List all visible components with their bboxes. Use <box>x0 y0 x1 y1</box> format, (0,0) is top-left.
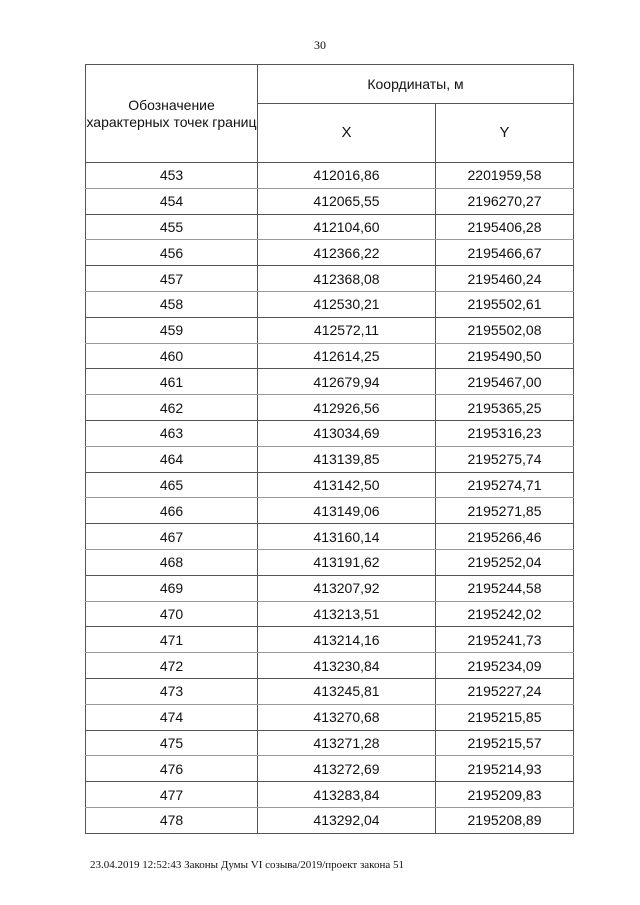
table-row <box>86 575 574 601</box>
y-coordinate-cell: 2195227,24 <box>436 678 574 704</box>
table-row <box>86 524 574 550</box>
x-coordinate-cell: 413160,14 <box>258 524 436 550</box>
point-cell: 463 <box>86 420 258 446</box>
table-row <box>86 730 574 756</box>
point-cell: 467 <box>86 524 258 550</box>
y-coordinate-cell: 2195406,28 <box>436 214 574 240</box>
point-cell: 459 <box>86 317 258 343</box>
x-coordinate-cell: 413272,69 <box>258 756 436 782</box>
x-coordinate-cell: 412572,11 <box>258 317 436 343</box>
x-coordinate-cell: 412530,21 <box>258 291 436 317</box>
x-coordinate-cell: 412366,22 <box>258 240 436 266</box>
table-row <box>86 240 574 266</box>
y-coordinate-cell: 2195209,83 <box>436 782 574 808</box>
table-row <box>86 163 574 189</box>
x-coordinate-cell: 412065,55 <box>258 188 436 214</box>
y-column-header: Y <box>436 103 574 162</box>
y-coordinate-cell: 2195274,71 <box>436 472 574 498</box>
x-coordinate-cell: 413283,84 <box>258 782 436 808</box>
point-cell: 477 <box>86 782 258 808</box>
point-cell: 476 <box>86 756 258 782</box>
table-row <box>86 395 574 421</box>
table-row <box>86 472 574 498</box>
table-body <box>86 163 574 834</box>
y-coordinate-cell: 2195502,61 <box>436 291 574 317</box>
x-coordinate-cell: 412016,86 <box>258 163 436 189</box>
y-coordinate-cell: 2195214,93 <box>436 756 574 782</box>
x-coordinate-cell: 412926,56 <box>258 395 436 421</box>
y-coordinate-cell: 2195244,58 <box>436 575 574 601</box>
table-row <box>86 627 574 653</box>
x-column-header: X <box>258 103 436 162</box>
point-cell: 470 <box>86 601 258 627</box>
table-row <box>86 807 574 833</box>
x-coordinate-cell: 413207,92 <box>258 575 436 601</box>
document-footer: 23.04.2019 12:52:43 Законы Думы VI созыва/2019/проект закона 51 <box>90 859 404 871</box>
table-row <box>86 498 574 524</box>
y-coordinate-cell: 2196270,27 <box>436 188 574 214</box>
table-row <box>86 343 574 369</box>
point-cell: 475 <box>86 730 258 756</box>
point-cell: 465 <box>86 472 258 498</box>
table-row <box>86 549 574 575</box>
table-row <box>86 317 574 343</box>
x-coordinate-cell: 413149,06 <box>258 498 436 524</box>
table-row <box>86 756 574 782</box>
table-row <box>86 446 574 472</box>
point-cell: 454 <box>86 188 258 214</box>
x-coordinate-cell: 413292,04 <box>258 807 436 833</box>
x-coordinate-cell: 412679,94 <box>258 369 436 395</box>
x-coordinate-cell: 413034,69 <box>258 420 436 446</box>
y-coordinate-cell: 2195365,25 <box>436 395 574 421</box>
point-cell: 472 <box>86 653 258 679</box>
point-cell: 466 <box>86 498 258 524</box>
y-coordinate-cell: 2195242,02 <box>436 601 574 627</box>
point-cell: 478 <box>86 807 258 833</box>
x-coordinate-cell: 413213,51 <box>258 601 436 627</box>
table-row <box>86 214 574 240</box>
point-cell: 474 <box>86 704 258 730</box>
x-coordinate-cell: 413139,85 <box>258 446 436 472</box>
table-row <box>86 369 574 395</box>
x-coordinate-cell: 413191,62 <box>258 549 436 575</box>
table-row <box>86 291 574 317</box>
y-coordinate-cell: 2195502,08 <box>436 317 574 343</box>
coordinates-header: Координаты, м <box>258 65 574 104</box>
y-coordinate-cell: 2195467,00 <box>436 369 574 395</box>
point-cell: 464 <box>86 446 258 472</box>
x-coordinate-cell: 413270,68 <box>258 704 436 730</box>
point-cell: 457 <box>86 266 258 292</box>
point-cell: 471 <box>86 627 258 653</box>
y-coordinate-cell: 2195266,46 <box>436 524 574 550</box>
x-coordinate-cell: 412614,25 <box>258 343 436 369</box>
y-coordinate-cell: 2195271,85 <box>436 498 574 524</box>
points-column-header: Обозначение характерных точек границ <box>86 65 258 163</box>
table-row <box>86 188 574 214</box>
point-cell: 460 <box>86 343 258 369</box>
y-coordinate-cell: 2201959,58 <box>436 163 574 189</box>
y-coordinate-cell: 2195460,24 <box>436 266 574 292</box>
table-row <box>86 782 574 808</box>
point-cell: 473 <box>86 678 258 704</box>
x-coordinate-cell: 413230,84 <box>258 653 436 679</box>
y-coordinate-cell: 2195252,04 <box>436 549 574 575</box>
y-coordinate-cell: 2195215,85 <box>436 704 574 730</box>
page-number: 30 <box>314 38 326 52</box>
y-coordinate-cell: 2195215,57 <box>436 730 574 756</box>
point-cell: 455 <box>86 214 258 240</box>
point-cell: 462 <box>86 395 258 421</box>
point-cell: 453 <box>86 163 258 189</box>
y-coordinate-cell: 2195208,89 <box>436 807 574 833</box>
table-row <box>86 704 574 730</box>
point-cell: 458 <box>86 291 258 317</box>
point-cell: 461 <box>86 369 258 395</box>
table-row <box>86 601 574 627</box>
x-coordinate-cell: 413271,28 <box>258 730 436 756</box>
coordinates-table <box>85 64 574 834</box>
y-coordinate-cell: 2195234,09 <box>436 653 574 679</box>
point-cell: 468 <box>86 549 258 575</box>
x-coordinate-cell: 413245,81 <box>258 678 436 704</box>
table-row <box>86 678 574 704</box>
point-cell: 469 <box>86 575 258 601</box>
point-cell: 456 <box>86 240 258 266</box>
x-coordinate-cell: 412104,60 <box>258 214 436 240</box>
x-coordinate-cell: 413142,50 <box>258 472 436 498</box>
table-row <box>86 266 574 292</box>
y-coordinate-cell: 2195466,67 <box>436 240 574 266</box>
y-coordinate-cell: 2195490,50 <box>436 343 574 369</box>
table-row <box>86 420 574 446</box>
y-coordinate-cell: 2195316,23 <box>436 420 574 446</box>
x-coordinate-cell: 413214,16 <box>258 627 436 653</box>
y-coordinate-cell: 2195275,74 <box>436 446 574 472</box>
table-row <box>86 653 574 679</box>
x-coordinate-cell: 412368,08 <box>258 266 436 292</box>
y-coordinate-cell: 2195241,73 <box>436 627 574 653</box>
